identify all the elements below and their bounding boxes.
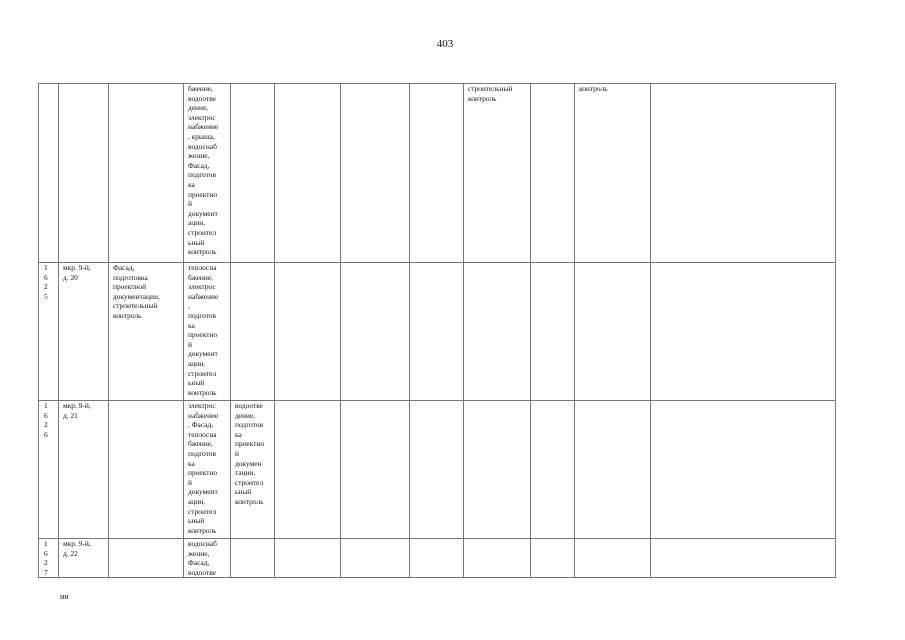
row-number-cell: 1 6 2 7 bbox=[39, 539, 59, 578]
work-type-cell: Фасад, подготовка проектной документации, строительный контроль bbox=[109, 263, 184, 401]
table-cell bbox=[531, 84, 575, 263]
table-cell bbox=[651, 539, 836, 578]
table-cell bbox=[410, 401, 464, 539]
table-cell bbox=[464, 539, 531, 578]
table-cell bbox=[410, 539, 464, 578]
footer-mark: ии bbox=[60, 592, 69, 601]
address-cell bbox=[59, 84, 109, 263]
work-type-cell bbox=[109, 539, 184, 578]
work-type-cell bbox=[109, 84, 184, 263]
table-cell bbox=[651, 84, 836, 263]
table-cell bbox=[341, 539, 410, 578]
table-cell bbox=[531, 401, 575, 539]
works-list-cell: электрос набжение , Фасад, теплосна бжение, подготов ка проектно й документ ации, строител ьный контроль bbox=[184, 401, 231, 539]
row-number-cell bbox=[39, 84, 59, 263]
works-list-cell-2 bbox=[231, 263, 275, 401]
address-cell: мкр. 9-й, д. 21 bbox=[59, 401, 109, 539]
works-list-cell-2: водоотве дение, подготов ка проектно й докумен тации, строител ьный контроль bbox=[231, 401, 275, 539]
table-cell bbox=[410, 84, 464, 263]
table-cell bbox=[575, 263, 651, 401]
table-row bbox=[39, 84, 836, 263]
address-cell: мкр. 9-й, д. 22 bbox=[59, 539, 109, 578]
row-number-cell: 1 6 2 6 bbox=[39, 401, 59, 539]
works-list-cell: водоснаб жение, Фасад, водоотве bbox=[184, 539, 231, 578]
table-row bbox=[39, 263, 836, 401]
table-cell bbox=[275, 539, 341, 578]
table-cell bbox=[531, 539, 575, 578]
table-cell bbox=[531, 263, 575, 401]
table-row bbox=[39, 401, 836, 539]
table-cell bbox=[341, 263, 410, 401]
table-cell bbox=[341, 84, 410, 263]
table-cell: контроль bbox=[575, 84, 651, 263]
address-cell: мкр. 9-й, д. 20 bbox=[59, 263, 109, 401]
table-cell bbox=[575, 401, 651, 539]
table-cell bbox=[464, 401, 531, 539]
table-cell bbox=[275, 84, 341, 263]
table-cell bbox=[341, 401, 410, 539]
work-type-cell bbox=[109, 401, 184, 539]
table-cell bbox=[464, 263, 531, 401]
works-list-cell: теплосна бжение, электрос набжение , подготов ка проектно й документ ации, строител ьный контроль bbox=[184, 263, 231, 401]
row-number-cell: 1 6 2 5 bbox=[39, 263, 59, 401]
table-cell bbox=[275, 263, 341, 401]
table-cell bbox=[575, 539, 651, 578]
page-number: 403 bbox=[436, 38, 454, 50]
works-list-cell-2 bbox=[231, 84, 275, 263]
table-cell bbox=[651, 401, 836, 539]
table-cell bbox=[651, 263, 836, 401]
table-cell: строительный контроль bbox=[464, 84, 531, 263]
table-cell bbox=[275, 401, 341, 539]
works-list-cell-2 bbox=[231, 539, 275, 578]
works-register-table bbox=[38, 83, 836, 578]
table-cell bbox=[410, 263, 464, 401]
works-list-cell: бжение, водоотве дение, электрос набжение , крыша, водоснаб жение, Фасад, подготов ка проектно й документ ации, строител ьный контроль bbox=[184, 84, 231, 263]
table-row bbox=[39, 539, 836, 578]
